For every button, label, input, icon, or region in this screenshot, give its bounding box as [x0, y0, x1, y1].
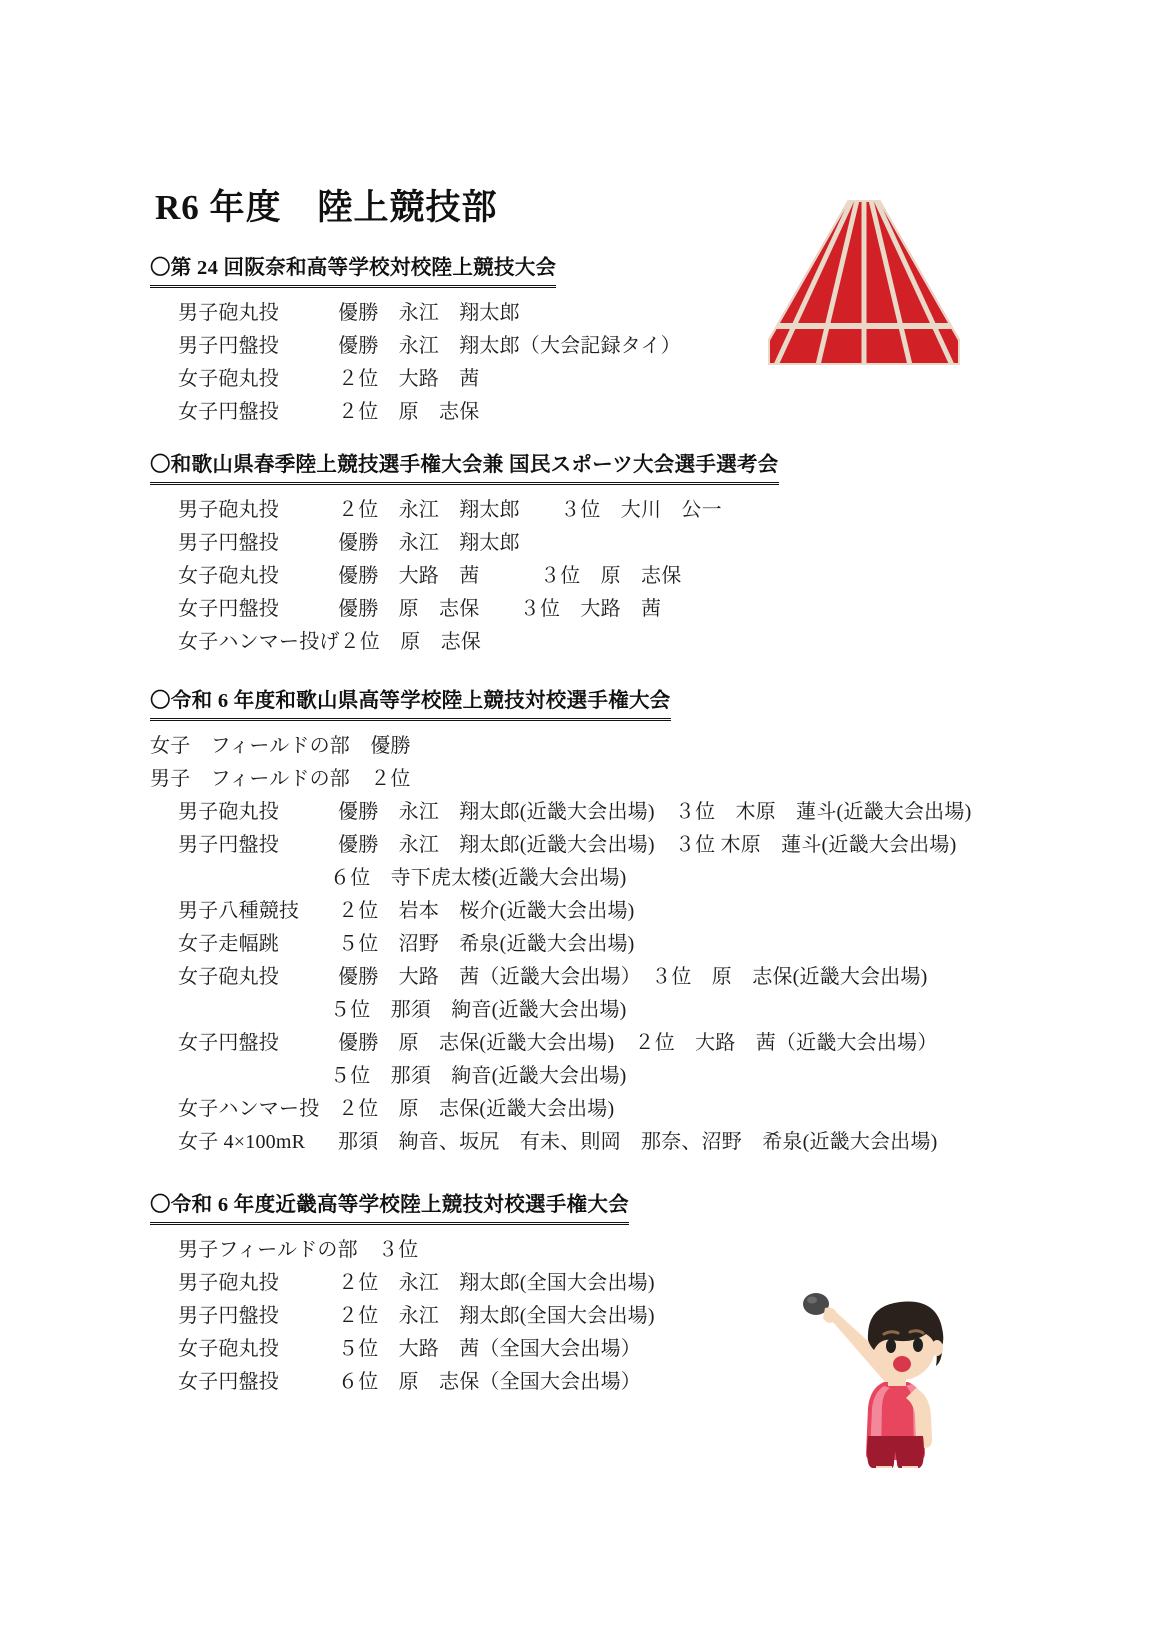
section-heading: 〇第 24 回阪奈和高等学校対校陸上競技大会	[150, 255, 556, 288]
event-name: 女子砲丸投	[178, 367, 279, 390]
event-name: 男子砲丸投	[178, 301, 279, 324]
section-rows	[150, 730, 1030, 1159]
result-row	[150, 494, 1030, 527]
result-detail: 優勝 原 志保 ３位 大路 茜	[338, 597, 662, 620]
result-section-2	[150, 452, 1030, 659]
result-row	[150, 1126, 1030, 1159]
event-name: 女子砲丸投	[178, 564, 279, 587]
event-name: 女子 4×100mR	[178, 1130, 306, 1153]
result-section-3	[150, 688, 1030, 1159]
result-row	[150, 560, 1030, 593]
result-detail: ６位 寺下虎太楼(近畿大会出場)	[330, 866, 627, 889]
result-detail: 優勝 大路 茜 ３位 原 志保	[338, 564, 682, 587]
result-row	[150, 593, 1030, 626]
result-row	[150, 363, 1030, 396]
result-detail: 優勝 永江 翔太郎（大会記録タイ）	[338, 334, 681, 357]
result-detail: 優勝 永江 翔太郎(近畿大会出場) ３位 木原 蓮斗(近畿大会出場)	[338, 833, 957, 856]
result-section-1	[150, 255, 1030, 429]
result-detail: ５位 那須 絢音(近畿大会出場)	[330, 1064, 627, 1087]
event-name: 女子円盤投	[178, 1370, 279, 1393]
event-name: 男子砲丸投	[178, 1271, 279, 1294]
event-name: 男子円盤投	[178, 334, 279, 357]
result-detail: 那須 絢音、坂尻 有未、則岡 那奈、沼野 希泉(近畿大会出場)	[338, 1130, 938, 1153]
section-rows	[150, 297, 1030, 429]
result-row	[150, 1267, 1030, 1300]
result-row	[150, 961, 1030, 994]
result-row	[150, 829, 1030, 862]
result-detail: ２位 永江 翔太郎(全国大会出場)	[338, 1271, 655, 1294]
result-detail: ２位 岩本 桜介(近畿大会出場)	[338, 899, 635, 922]
result-row	[150, 297, 1030, 330]
result-row	[150, 895, 1030, 928]
result-detail: 優勝 永江 翔太郎	[338, 301, 520, 324]
event-name: 女子円盤投	[178, 400, 279, 423]
result-row	[150, 330, 1030, 363]
result-detail: ２位 原 志保(近畿大会出場)	[338, 1097, 615, 1120]
result-row	[150, 1027, 1030, 1060]
result-row	[150, 730, 1030, 763]
result-row	[150, 1060, 1030, 1093]
result-section-4	[150, 1192, 1030, 1399]
event-name: 男子円盤投	[178, 531, 279, 554]
result-detail: 女子 フィールドの部 優勝	[150, 734, 411, 757]
result-detail: ２位 永江 翔太郎(全国大会出場)	[338, 1304, 655, 1327]
result-row	[150, 626, 1030, 659]
result-row	[150, 396, 1030, 429]
page-title: R6 年度 陸上競技部	[155, 188, 498, 227]
event-name: 女子砲丸投	[178, 1337, 279, 1360]
section-rows	[150, 494, 1030, 659]
event-name: 女子ハンマー投げ	[178, 630, 340, 653]
result-row	[150, 763, 1030, 796]
section-rows	[150, 1234, 1030, 1399]
event-name: 女子円盤投	[178, 1031, 279, 1054]
result-row	[150, 527, 1030, 560]
result-detail: ２位 原 志保	[338, 400, 480, 423]
event-name: 女子走幅跳	[178, 932, 279, 955]
result-detail: ６位 原 志保（全国大会出場）	[338, 1370, 641, 1393]
event-name: 男子円盤投	[178, 1304, 279, 1327]
section-heading: 〇令和 6 年度和歌山県高等学校陸上競技対校選手権大会	[150, 688, 671, 721]
result-row	[150, 1234, 1030, 1267]
result-detail: ５位 大路 茜（全国大会出場）	[338, 1337, 641, 1360]
result-detail: 優勝 原 志保(近畿大会出場) ２位 大路 茜（近畿大会出場）	[338, 1031, 938, 1054]
section-heading: 〇令和 6 年度近畿高等学校陸上競技対校選手権大会	[150, 1192, 629, 1225]
result-row	[150, 994, 1030, 1027]
result-detail: 優勝 永江 翔太郎	[338, 531, 520, 554]
result-detail: 男子フィールドの部 ３位	[178, 1238, 419, 1261]
result-detail: ２位 大路 茜	[338, 367, 480, 390]
event-name: 女子ハンマー投	[178, 1097, 320, 1120]
result-detail: ５位 那須 絢音(近畿大会出場)	[330, 998, 627, 1021]
result-row	[150, 1300, 1030, 1333]
result-detail: 男子 フィールドの部 ２位	[150, 767, 411, 790]
event-name: 男子円盤投	[178, 833, 279, 856]
result-detail: ２位 永江 翔太郎 ３位 大川 公一	[338, 498, 722, 521]
result-detail: 優勝 永江 翔太郎(近畿大会出場) ３位 木原 蓮斗(近畿大会出場)	[338, 800, 972, 823]
result-row	[150, 862, 1030, 895]
result-detail: 優勝 大路 茜（近畿大会出場） ３位 原 志保(近畿大会出場)	[338, 965, 928, 988]
event-name: 女子砲丸投	[178, 965, 279, 988]
event-name: 男子八種競技	[178, 899, 300, 922]
event-name: 女子円盤投	[178, 597, 279, 620]
result-row	[150, 1093, 1030, 1126]
result-row	[150, 928, 1030, 961]
event-name: 男子砲丸投	[178, 800, 279, 823]
result-row	[150, 1366, 1030, 1399]
result-detail: ５位 沼野 希泉(近畿大会出場)	[338, 932, 635, 955]
result-detail: ２位 原 志保	[339, 630, 482, 653]
event-name: 男子砲丸投	[178, 498, 279, 521]
section-heading: 〇和歌山県春季陸上競技選手権大会兼 国民スポーツ大会選手選考会	[150, 452, 779, 485]
result-row	[150, 796, 1030, 829]
result-row	[150, 1333, 1030, 1366]
